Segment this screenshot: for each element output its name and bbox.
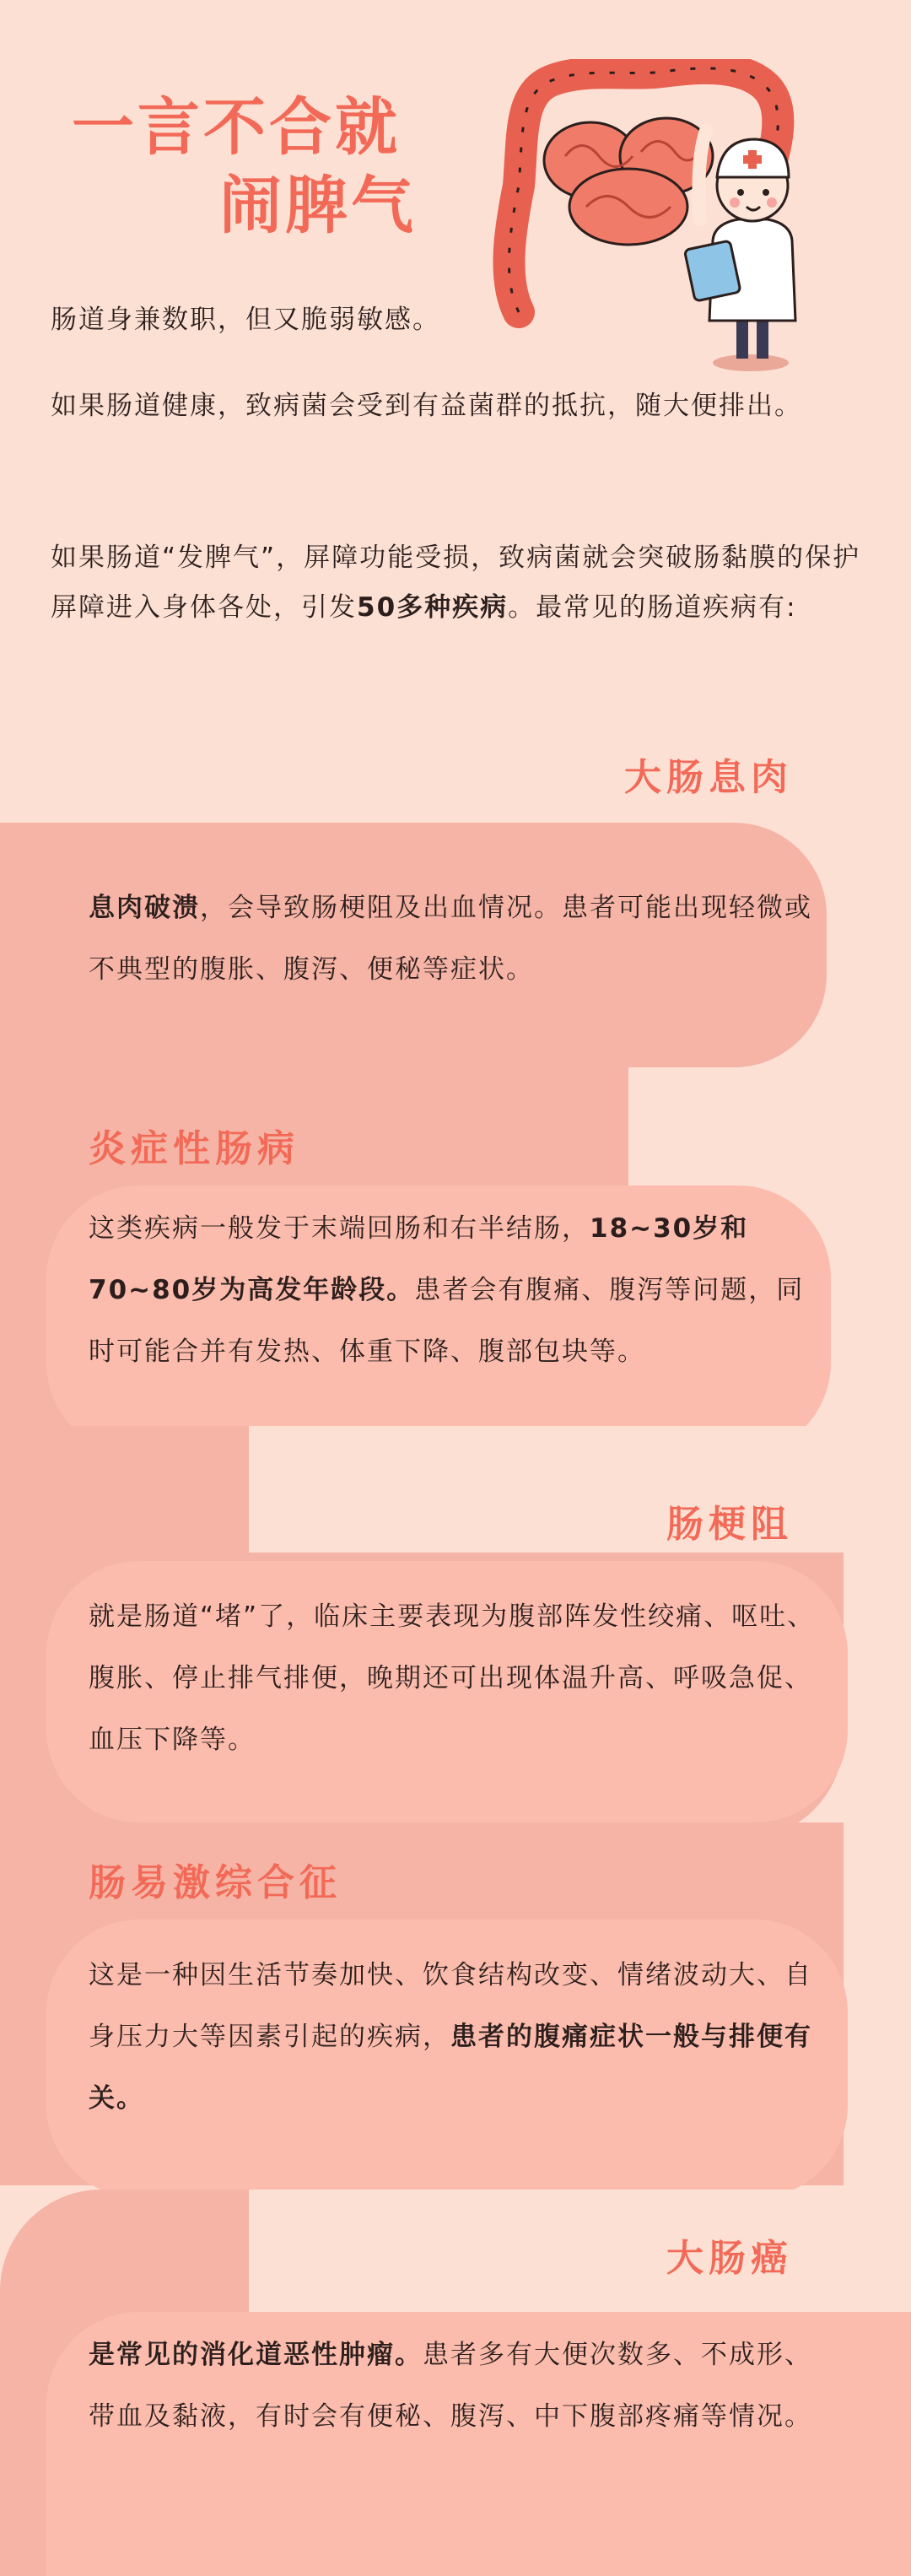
section-text-ibs: 这是一种因生活节奏加快、饮食结构改变、情绪波动大、自身压力大等因素引起的疾病，患者的腹痛症状一般与排便有关。 bbox=[89, 1960, 812, 2114]
decor-notch-5 bbox=[249, 2190, 911, 2316]
headline-line-2: 闹脾气 bbox=[219, 169, 417, 242]
section-title-polyp: 大肠息肉 bbox=[624, 756, 793, 799]
section-text-polyp: 息肉破溃，会导致肠梗阻及出血情况。患者可能出现轻微或不典型的腹胀、腹泻、便秘等症状。 bbox=[89, 893, 812, 985]
section-title-cancer: 大肠癌 bbox=[666, 2237, 793, 2280]
headline-line-1: 一言不合就 bbox=[72, 91, 401, 164]
intro-paragraph-3: 如果肠道“发脾气”，屏障功能受损，致病菌就会突破肠黏膜的保护屏障进入身体各处，引发50多种疾病。最常见的肠道疾病有: bbox=[51, 543, 861, 623]
section-title-obstruction: 肠梗阻 bbox=[666, 1503, 793, 1546]
section-text-cancer: 是常见的消化道恶性肿瘤。患者多有大便次数多、不成形、带血及黏液，有时会有便秘、腹泻、中下腹部疼痛等情况。 bbox=[89, 2340, 812, 2432]
intro-paragraph-1: 肠道身兼数职，但又脆弱敏感。 bbox=[51, 305, 440, 335]
headline bbox=[72, 89, 417, 245]
section-text-ibd: 这类疾病一般发于末端回肠和右半结肠，18~30岁和70~80岁为高发年龄段。患者会有腹痛、腹泻等问题，同时可能合并有发热、体重下降、腹部包块等。 bbox=[89, 1213, 805, 1367]
section-title-ibs: 肠易激综合征 bbox=[89, 1861, 342, 1904]
intro-paragraph-2: 如果肠道健康，致病菌会受到有益菌群的抵抗，随大便排出。 bbox=[51, 391, 802, 421]
section-text-obstruction: 就是肠道“堵”了，临床主要表现为腹部阵发性绞痛、呕吐、腹胀、停止排气排便，晚期还可出现体温升高、呼吸急促、血压下降等。 bbox=[89, 1601, 816, 1755]
small-intestine-icon bbox=[544, 118, 713, 245]
section-title-ibd: 炎症性肠病 bbox=[89, 1127, 299, 1170]
